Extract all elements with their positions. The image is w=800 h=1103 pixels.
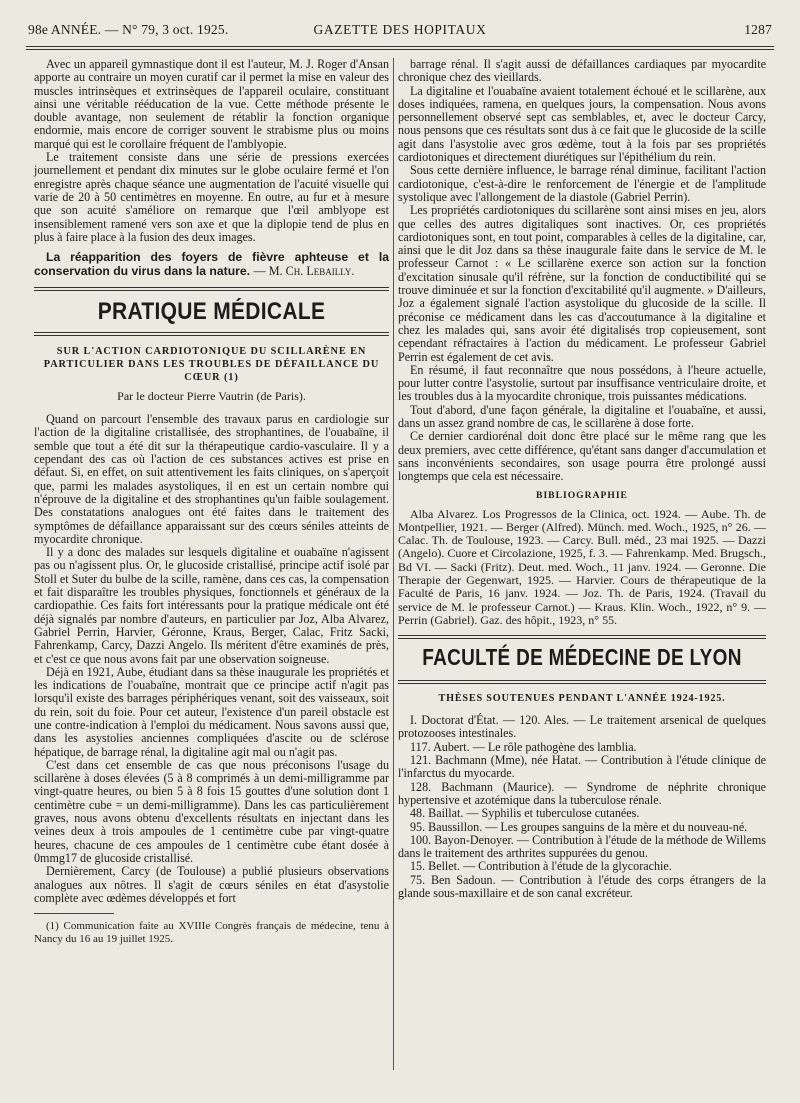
section-rule [398,680,766,684]
thesis-item: 128. Bachmann (Maurice). — Syndrome de néphrite chronique hypertensive et azotémique dans la tuberculose rénale. [398,779,766,807]
article-paragraph: Les propriétés cardiotoniques du scillarène sont ainsi mises en jeu, alors que celles des autres digitaliques sont inactives. Or, ces propriétés cardiotoniques sont, en tout point, comparables à celles de la digitaline, car, ainsi que le dit Joz dans sa thèse inaugurale faite dans le service de M. le professeur Carnot : « Le scillarène exerce son action sur la fonction d'excitation sinusale qu'il réfrène, sur la fonction de conductibilité qui se trouve diminuée et sur la fonction d'excitabilité qu'il augmente. » D'ailleurs, Joz a également signalé l'action asystolique du glucoside de la scille. Il préconise ce médicament dans les cas d'accoutumance à la digitaline et chez les malades qui, sans avoir été digitalisés trop copieusement, sont cependant réfractaires à l'action du médicament. Le professeur Gabriel Perrin est également de cet avis. [398,203,766,364]
bibliography: Alba Alvarez. Los Progressos de la Clinica, oct. 1924. — Aube. Th. de Montpellier, 1921. — Berger (Alfred). Münch. med. Woch., 1925, n° 26. — Calac. Th. de Toulouse, 1923. — Carcy. Bull. méd., 23 mai 1925. — Dazzi (Angelo). Cuore et Circolazione, 1925, f. 3. — Fahrenkamp. Med. Brugsch., Bd VI. — Sacki (Fritz). Deut. med. Woch., 11 janv. 1924. — Geronne. Die Therapie der Gegenwart, 1925. — Harvier. Cours de thérapeutique de la Faculté de Paris, 16 janv. 1924. — Joz. Th. de Paris, 1924. (Travail du service de M. le professeur Carnot.) — Kraus. Klin. Woch., 1922, n° 9. — Perrin (Gabriel). Gaz. des hôpit., 1923, n° 55. [398,506,766,627]
thesis-item: 15. Bellet. — Contribution à l'étude de la glycorachie. [410,859,672,874]
footnote: (1) Communication faite au XVIIIe Congrès français de médecine, tenu à Nancy du 16 au 19 juillet 1925. [34,920,389,945]
thesis-item: 95. Baussillon. — Les groupes sanguins de la mère et du nouveau-né. [410,819,748,834]
article-paragraph: Quand on parcourt l'ensemble des travaux parus en cardiologie sur l'action de la digitaline cristallisée, des strophantines, de l'ouabaïne, il semble que tout a été dit sur la thérapeutique cardio-vasculaire. Il y a cependant des cas où l'action de ces substances actives est prise en défaut. Si, en effet, on suit attentivement les faits cliniques, on s'aperçoit que, parmi les malades asystoliques, il en est un certain nombre qui n'éprouve de la digitaline et des strophantines qu'un faible soulagement. Des constatations analogues ont été faites dans le traitement des symptômes de défaillance apparaissant sur des cœurs séniles atteints de myocardite chronique. [34,412,389,546]
thesis-item: 117. Aubert. — Le rôle pathogène des lamblia. [410,739,637,754]
intro-paragraph: Avec un appareil gymnastique dont il est l'auteur, M. J. Roger d'Ansan apporte au contraire un moyen curatif car il permet la mise en valeur des muscles intrinsèques et extrinsèques de l'appareil oculaire, constituant ainsi une véritable rééducation de la vue. Cette méthode présente le double avantage, non seulement de rétablir la fonction organique endormie, mais encore de corriger souvent le strabisme plus ou moins marqué qui est le corollaire fréquent de l'amblyopie. [34,57,389,151]
article-paragraph: La digitaline et l'ouabaïne avaient totalement échoué et le scillarène, aux doses indiquées, ramena, en quelques jours, la compensation. Nous avons personnellement observé sept cas semblables, et, avec le docteur Carcy, nous pensons que ces résultats sont dus à ce fait que le glucoside de la scille agit dans l'asystolie avec gros œdème, tout à la fois par ses propriétés cardiotoniques et directement diurétiques sur l'épithélium du rein. [398,83,766,165]
right-column [398,58,766,900]
theses-title: THÈSES SOUTENUES PENDANT L'ANNÉE 1924-1925. [438,693,726,705]
faculty-title: FACULTÉ DE MÉDECINE DE LYON [422,645,742,672]
bold-note [34,250,389,278]
issue-info: 98e ANNÉE. — N° 79, 3 oct. 1925. [28,22,229,37]
article-paragraph: Dernièrement, Carcy (de Toulouse) a publié plusieurs observations analogues aux nôtres. Il s'agit de cœurs séniles en état d'asystolie complète avec œdèmes développés et fort [34,864,389,905]
section-rule [34,332,389,336]
byline: Par le docteur Pierre Vautrin (de Paris). [117,389,306,404]
header-rule [26,46,774,47]
article-paragraph: Ce dernier cardiorénal doit donc être placé sur le même rang que les deux premiers, avec cette différence, qu'étant sans danger d'accumulation et sans inconvénients secondaires, son usage pourra être prolongé aussi longtemps que cela est nécessaire. [398,429,766,484]
bibliography-title: BIBLIOGRAPHIE [536,489,628,501]
bold-note-text: La réapparition des foyers de fièvre aphteuse et la conservation du virus dans la nature. [34,250,389,279]
article-title: SUR L'ACTION CARDIOTONIQUE DU SCILLARÈNE EN PARTICULIER DANS LES TROUBLES DE DÉFAILLANCE DU CŒUR (1) [43,346,380,384]
article-paragraph: Sous cette dernière influence, le barrage rénal diminue, facilitant l'action cardiotonique, c'est-à-dire le renforcement de l'énergie et de l'amplitude systolique avec l'allongement de la diastole (Gabriel Perrin). [398,163,766,204]
thesis-item: 100. Bayon-Denoyer. — Contribution à l'étude de la méthode de Willems dans le traitement des arthrites suppurées du genou. [398,832,766,861]
article-paragraph: Déjà en 1921, Aube, étudiant dans sa thèse inaugurale les propriétés et les indications de l'ouabaïne, montrait que ce principe actif n'agit pas lorsqu'il existe des barrages périphériques venant, soit des vaisseaux, soit du rein, soit du foie. Pour cet auteur, l'existence d'un pareil obstacle est une contre-indication à l'emploi du médicament. Nous savons aussi que, dans les asystolies anciennes compliquées d'ascite ou de sclérose hépatique, de barrage rénal, la digitaline agit mal ou n'agit pas. [34,664,389,759]
thesis-item: 121. Bachmann (Mme), née Hatat. — Contribution à l'étude clinique de l'infarctus du myocarde. [398,753,766,781]
header-rule-2 [26,49,774,50]
article-paragraph: En résumé, il faut reconnaître que nous possédons, à l'heure actuelle, pour lutter contre l'asystolie, surtout par insuffisance ventriculaire droite, et les troubles dus à la myocardite chronique, trois puissantes médications. [398,362,766,404]
section-title: PRATIQUE MÉDICALE [97,298,326,325]
column-divider [393,58,394,1070]
thesis-item: I. Doctorat d'État. — 120. Ales. — Le traitement arsenical de quelques protozooses intestinales. [398,713,766,741]
article-paragraph: Tout d'abord, d'une façon générale, la digitaline et l'ouabaïne, et aussi, dans un assez grand nombre de cas, le scillarène à dose forte. [398,402,766,431]
intro-paragraph: Le traitement consiste dans une série de pressions exercées journellement et pendant dix minutes sur le globe oculaire fermé et l'on enregistre après chaque séance une augmentation de l'acuité visuelle qui varie de 20 à 50 centimètres en moyenne. En outre, au fur et à mesure que son acuité s'améliore on remarque que l'œil amblyope est insensiblement ramené vers son axe et que la diplopie tend de plus en plus à faire place à la fusion des deux images. [34,150,389,244]
footnote-rule [34,913,114,914]
thesis-item: 75. Ben Sadoun. — Contribution à l'étude des corps étrangers de la glande sous-maxillaire et de son canal excréteur. [398,872,766,901]
article-paragraph: barrage rénal. Il s'agit aussi de défaillances cardiaques par myocardite chronique chez des vieillards. [398,57,766,85]
section-rule [34,287,389,291]
page-number: 1287 [744,22,772,37]
journal-title: GAZETTE DES HOPITAUX [313,22,487,37]
section-rule [398,635,766,639]
left-column [34,58,389,945]
thesis-item: 48. Baillat. — Syphilis et tuberculose cutanées. [410,806,640,821]
bold-note-author: — M. Ch. Lebailly. [253,264,355,279]
page-header [28,20,772,42]
article-paragraph: C'est dans cet ensemble de cas que nous préconisons l'usage du scillarène à doses élevées (5 à 8 comprimés à un demi-milligramme par vingt-quatre heures, ou bien 5 à 8 fois 15 gouttes d'une solution dont 1 centimètre cube = un demi-milligramme). Dans les cas particulièrement graves, nous avons obtenu d'excellents résultats en injectant dans les veines deux à trois ampoules de 1 centimètre cube par vingt-quatre heures, chacune de ces ampoules de 1 centimètre cube étant dosée à 0mmg17 de glucoside cristallisé. [34,757,389,865]
article-paragraph: Il y a donc des malades sur lesquels digitaline et ouabaïne n'agissent pas ou n'agissent plus. Or, le glucoside cristallisé, principe actif isolé par Stoll et Suter du bulbe de la scille, ramène, dans ces cas, la compensation et fait disparaître les troubles physiques, fonctionnels et généraux de la cardiopathie. Ces faits fort intéressants pour la pratique médicale ont été déjà signalés par nombre d'auteurs, en particulier par Joz, Alba Alvarez, Gabriel Perrin, Harvier, Géronne, Kraus, Berger, Calac, Fritz Sacki, Fahrenkamp, Carcy, Dazzi Angelo. Ils méritent d'être examinés de près, et c'est ce que nous avons fait par une observation soigneuse. [34,545,389,666]
